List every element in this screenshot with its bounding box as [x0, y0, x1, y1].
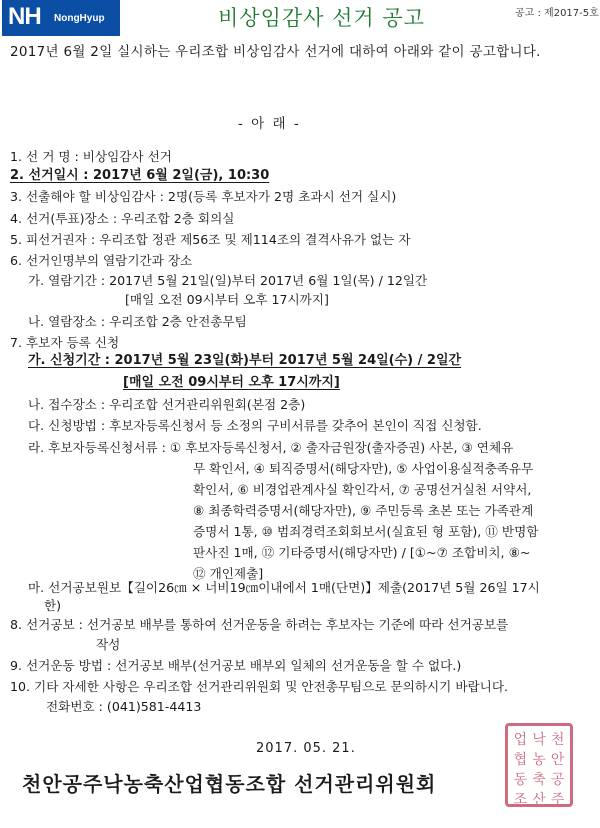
item-7-e: 마. 선거공보원보【길이26㎝ × 너비19㎝이내에서 1매(단면)】제출(2017년 5월 26일 17시 — [28, 580, 540, 595]
seal-glyph: 축 — [532, 772, 546, 788]
seal-glyph: 농 — [532, 752, 546, 768]
notice-number: 공고 : 제2017-5호 — [515, 8, 599, 19]
item-1: 1. 선 거 명 : 비상임감사 선거 — [10, 149, 172, 164]
seal-glyph: 동 — [513, 772, 528, 788]
intro-paragraph: 2017년 6월 2일 실시하는 우리조합 비상임감사 선거에 대하여 아래와 같이 공고합니다. — [10, 44, 541, 60]
seal-glyph: 협 — [513, 752, 528, 768]
item-4: 4. 선거(투표)장소 : 우리조합 2층 회의실 — [10, 211, 235, 226]
item-9: 9. 선거운동 방법 : 선거공보 배부(선거공보 배부외 일체의 선거운동을 할 수 없다.) — [10, 658, 462, 673]
item-7-a-period: 가. 신청기간 : 2017년 5월 23일(화)부터 2017년 5월 24일(수) / 2일간 — [28, 353, 462, 368]
item-8: 8. 선거공보 : 선거공보 배부를 통하여 선거운동을 하려는 후보자는 기준에 따라 선거공보를 — [10, 617, 509, 632]
seal-glyph: 주 — [550, 792, 565, 808]
item-7-d-line3: 확인서, ⑥ 비경업관계사실 확인각서, ⑦ 공명선거실천 서약서, — [193, 482, 532, 497]
item-7-d: 라. 후보자등록신청서류 : ① 후보자등록신청서, ② 출자금원장(출자증권) 사본, ③ 연체유 — [28, 440, 514, 455]
item-7-d-line5: 증명서 1통, ⑩ 범죄경력조회회보서(실효된 형 포함), ⑪ 반명함 — [193, 524, 539, 539]
issuer-name: 천안공주낙농축산업협동조합 선거관리위원회 — [22, 772, 437, 796]
seal-glyph: 낙 — [532, 732, 546, 748]
page-title: 비상임감사 선거 공고 — [218, 6, 425, 30]
phone-number: 전화번호 : (041)581-4413 — [46, 699, 202, 714]
seal-glyph: 안 — [550, 752, 565, 768]
item-8-line2: 작성 — [96, 637, 121, 652]
header — [0, 0, 600, 38]
seal-glyph: 공 — [550, 772, 565, 788]
seal-glyph: 천 — [550, 732, 565, 748]
seal-glyph: 산 — [532, 792, 546, 808]
item-7-a-hours: [매일 오전 09시부터 오후 17시까지] — [123, 375, 340, 390]
item-7-c: 다. 신청방법 : 후보자등록신청서 등 소정의 구비서류를 갖추어 본인이 직접 신청함. — [28, 418, 482, 433]
logo-main-text: NH — [8, 3, 41, 30]
item-7-d-line4: ⑧ 최종학력증명서(해당자만), ⑨ 주민등록 초본 또는 가족관계 — [193, 503, 534, 518]
item-5: 5. 피선거권자 : 우리조합 정관 제56조 및 제114조의 결격사유가 없는 자 — [10, 232, 411, 247]
item-7-d-line2: 무 확인서, ④ 퇴직증명서(해당자만), ⑤ 사업이용실적충족유무 — [193, 461, 534, 476]
seal-glyph: 조 — [513, 792, 528, 808]
nh-logo — [2, 0, 120, 36]
seal-glyph: 업 — [513, 732, 528, 748]
official-seal — [505, 723, 573, 807]
item-7: 7. 후보자 등록 신청 — [10, 335, 120, 350]
item-7-b: 나. 접수장소 : 우리조합 선거관리위원회(본점 2층) — [28, 397, 306, 412]
item-6-a: 가. 열람기간 : 2017년 5월 21일(일)부터 2017년 6월 1일(목) / 12일간 — [28, 273, 428, 288]
notice-date: 2017. 05. 21. — [256, 741, 356, 756]
item-7-d-line6: 판사진 1매, ⑫ 기타증명서(해당자만) / [①~⑦ 조합비치, ⑧~ — [193, 545, 531, 560]
item-7-d-line7: ⑫ 개인제출] — [193, 566, 264, 581]
item-6: 6. 선거인명부의 열람기간과 장소 — [10, 253, 193, 268]
section-heading: - 아 래 - — [238, 116, 301, 132]
item-10: 10. 기타 자세한 사항은 우리조합 선거관리위원회 및 안전총무팀으로 문의하시기 바랍니다. — [10, 679, 509, 694]
item-3: 3. 선출해야 할 비상임감사 : 2명(등록 후보자가 2명 초과시 선거 실시) — [10, 189, 397, 204]
item-6-b: 나. 열람장소 : 우리조합 2층 안전총무팀 — [28, 314, 247, 329]
item-2-election-date: 2. 선거일시 : 2017년 6월 2일(금), 10:30 — [10, 168, 270, 183]
item-6-a-hours: [매일 오전 09시부터 오후 17시까지] — [125, 292, 329, 307]
item-7-e-line2: 한) — [44, 598, 62, 613]
logo-sub-text: NongHyup — [54, 13, 105, 24]
